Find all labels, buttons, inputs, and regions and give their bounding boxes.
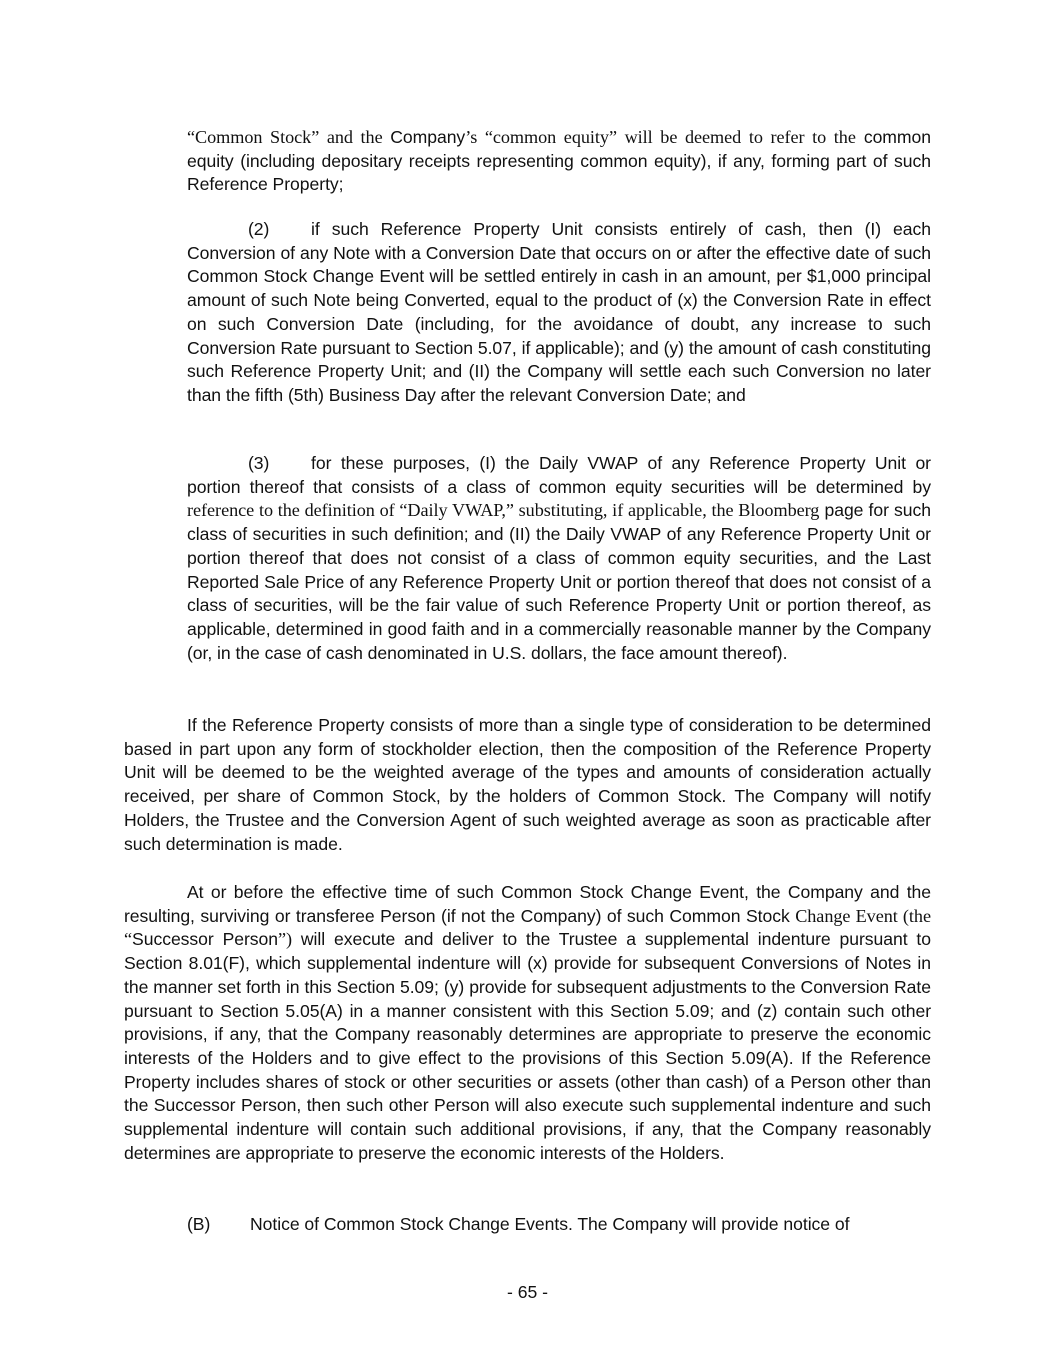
paragraph-1-company-word: Company [390, 127, 466, 147]
paragraph-section-b-heading [187, 1213, 931, 1237]
paragraph-common-stock-definition [187, 126, 931, 197]
paragraph-supplemental-indenture [124, 881, 931, 1165]
item-2-text: if such Reference Property Unit consists entirely of cash, then (I) each Conversion of any Note with a Conversion Date that occurs on or after the effective date of such Common Stock Change Event will be settled entirely in cash in an amount, per $1,000 principal amount of such Note being Converted, equal to the product of (x) the Conversion Rate in effect on such Conversion Date (including, for the avoidance of doubt, any increase to such Conversion Rate pursuant to Section 5.07, if applicable); and (y) the amount of cash constituting such Reference Property Unit; and (II) the Company will settle each such Conversion no later than the fifth (5th) Business Day after the relevant Conversion Date; and [187, 219, 931, 405]
paragraph-1-serif-part-a: “Common Stock” and the [187, 127, 391, 147]
paragraph-1-text-part-d: common equity (including depositary receipts representing common equity), if any, forming part of such Reference Property; [187, 127, 931, 195]
page-number-footer: - 65 - [506, 1282, 549, 1302]
paragraph-5-serif-part-d: ”) [278, 929, 293, 950]
paragraph-item-2 [187, 218, 931, 408]
paragraph-5-text-part-e: will execute and deliver to the Trustee a supplemental indenture pursuant to Section 8.01(F), which supplemental indenture will (x) provide for subsequent Conversions of Notes in the manner set forth in this Section 5.09; (y) provide for subsequent adjustments to the Conversion Rate pursuant to Section 5.05(A) in a manner consistent with this Section 5.09; and (z) contain such other provisions, if any, that the Company reasonably determines are appropriate to preserve the economic interests of the Holders and to give effect to the provisions of this Section 5.09(A). If the Reference Property includes shares of stock or other securities or assets (other than cash) of a Person other than the Successor Person, then such other Person will also execute such supplemental indenture and such supplemental indenture will contain such additional provisions, if any, that the Company reasonably determines are appropriate to preserve the economic interests of the Holders. [124, 929, 931, 1163]
paragraph-1-serif-part-c: ’s “common equity” will be deemed to refer to the [465, 127, 856, 147]
item-3-text-part-c: page for such class of securities in such definition; and (II) the Daily VWAP of any Reference Property Unit or portion thereof that does not consist of a class of common equity securities, and the Last Reported Sale Price of any Reference Property Unit or portion thereof that does not consist of a class of securities, will be the fair value of such Reference Property Unit or portion thereof, as applicable, determined in good faith and in a commercially reasonable manner by the Company (or, in the case of cash denominated in U.S. dollars, the face amount thereof). [187, 500, 931, 663]
paragraph-5-text-part-a: At or before the effective time of such Common Stock Change Event, the Company and the resulting, surviving or transferee Person (if not the Company) of such Common Stock [124, 882, 931, 926]
item-3-text-part-a: for these purposes, (I) the Daily VWAP of any Reference Property Unit or portion thereof that consists of a class of common equity securities will be determined by [187, 453, 931, 497]
item-3-number: (3) [248, 453, 270, 473]
paragraph-reference-property-composition [124, 714, 931, 856]
section-b-text: Notice of Common Stock Change Events. The Company will provide notice of [250, 1214, 850, 1234]
item-3-serif-part-b: reference to the definition of “Daily VWAP,” substituting, if applicable, the Bloomberg [187, 500, 820, 521]
paragraph-item-3 [187, 452, 931, 665]
paragraph-4-text: If the Reference Property consists of more than a single type of consideration to be determined based in part upon any form of stockholder election, then the composition of the Reference Property Unit will be deemed to be the weighted average of the types and amounts of consideration actually received, per share of Common Stock, by the holders of Common Stock. The Company will notify Holders, the Trustee and the Conversion Agent of such weighted average as soon as practicable after such determination is made. [124, 715, 931, 854]
section-b-number: (B) [187, 1214, 211, 1234]
paragraph-5-successor-person-term: Successor Person [132, 929, 279, 950]
item-2-number: (2) [248, 219, 270, 239]
paragraph-5-serif-part-b: Change Event (the “ [124, 905, 931, 950]
